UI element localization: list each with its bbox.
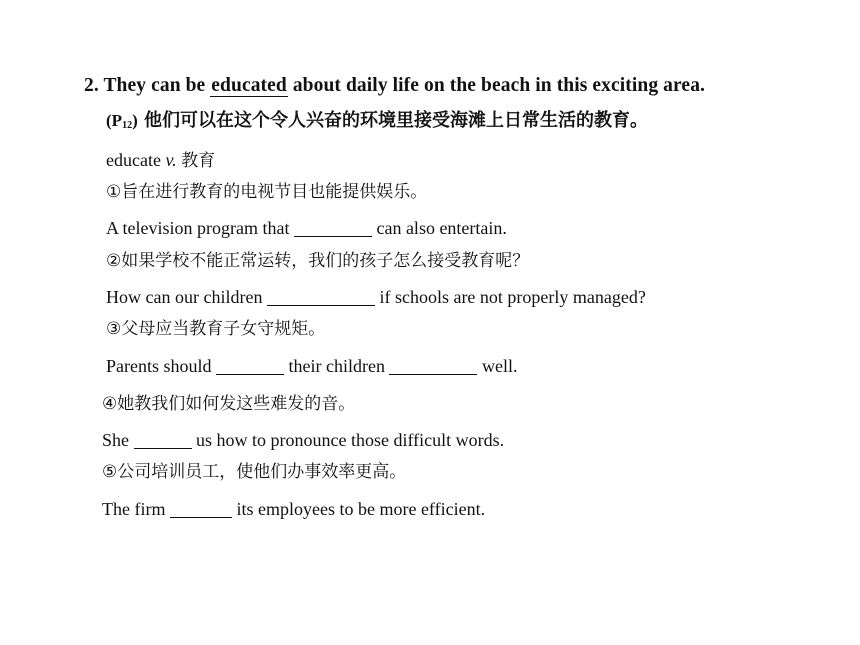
exercise-5-cn: ⑤公司培训员工，使他们办事效率更高。: [102, 462, 407, 482]
keyword-underlined: educated: [211, 75, 287, 96]
vocab-entry: [106, 151, 215, 170]
vocab-meaning: 教育: [181, 151, 216, 171]
answer-blank[interactable]: [267, 288, 375, 306]
exercise-4-en: She us how to pronounce those difficult words.: [102, 430, 505, 450]
exercise-4-cn: ④她教我们如何发这些难发的音。: [102, 394, 356, 414]
answer-blank[interactable]: [134, 431, 192, 449]
exercise-2-cn: ②如果学校不能正常运转，我们的孩子怎么接受教育呢？: [106, 251, 530, 271]
sentence-before: They can be: [103, 75, 206, 96]
answer-blank[interactable]: [216, 357, 284, 375]
page-reference: $(P_{12})$: [106, 111, 138, 131]
answer-blank[interactable]: [389, 357, 477, 375]
item-translation: [106, 112, 648, 131]
exercise-3-cn: ③父母应当教育子女守规矩。: [106, 319, 326, 339]
translation-text: 他们可以在这个令人兴奋的环境里接受海滩上日常生活的教育。: [144, 110, 649, 131]
exercise-3-en: Parents should their children well.: [106, 356, 518, 376]
exercise-1-cn: ①旨在进行教育的电视节目也能提供娱乐。: [106, 182, 428, 202]
exercise-1-en: A television program that can also entertain.: [106, 218, 507, 238]
sentence-after: about daily life on the beach in this exciting area.: [292, 75, 706, 96]
item-sentence: [84, 76, 705, 96]
vocab-pos: v.: [165, 150, 177, 170]
exercise-2-en: How can our children if schools are not properly managed?: [106, 287, 646, 307]
item-number: 2.: [84, 75, 99, 96]
exercise-5-en: The firm its employees to be more efficient.: [102, 499, 486, 519]
answer-blank[interactable]: [170, 500, 232, 518]
vocab-word: educate: [106, 150, 161, 170]
answer-blank[interactable]: [294, 219, 372, 237]
